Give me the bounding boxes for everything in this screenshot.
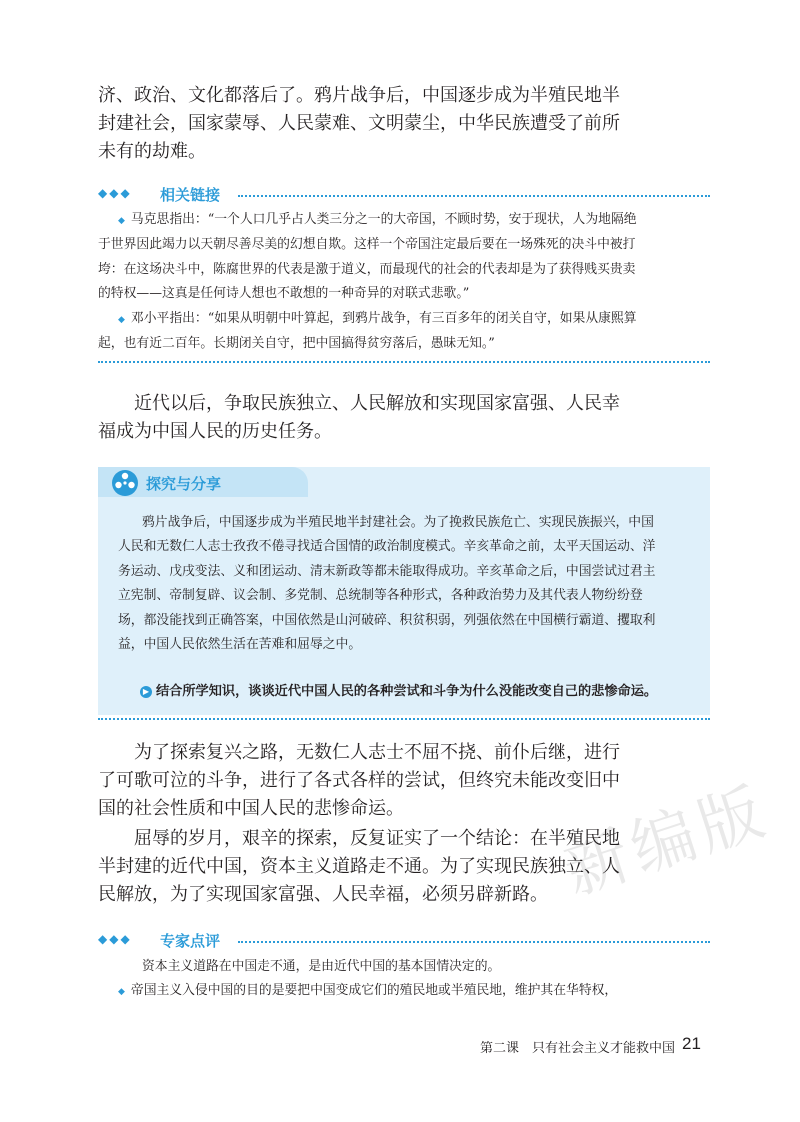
text-line: 鸦片战争后，中国逐步成为半殖民地半封建社会。为了挽救民族危亡、实现民族振兴，中国 <box>142 515 654 530</box>
paragraph-conclusion <box>98 825 620 909</box>
text-line: 为了探索复兴之路，无数仁人志士不屈不挠、前仆后继，进行 <box>134 742 620 763</box>
text-line: 福成为中国人民的历史任务。 <box>98 421 332 442</box>
chapter-footer: 第二课 只有社会主义才能救中国 <box>480 1041 676 1056</box>
paragraph-exploration <box>98 739 620 823</box>
bullet-icon: ◆ <box>118 216 125 226</box>
bullet-icon: ◆ <box>118 314 125 325</box>
intro-paragraph <box>98 82 620 166</box>
text-line: 垮：在这场决斗中，陈腐世界的代表是激于道义，而最现代的社会的代表却是为了获得贱买贵卖 <box>98 261 636 277</box>
text-line: 未有的劫难。 <box>98 141 206 162</box>
bullet-icon: ◆ <box>118 987 125 998</box>
text-line: 近代以后，争取民族独立、人民解放和实现国家富强、人民幸 <box>134 393 620 414</box>
text-line: ◆ 邓小平指出：“如果从明朝中叶算起，到鸦片战争，有三百多年的闭关自守，如果从康熙算 <box>118 310 637 326</box>
inquiry-question <box>140 680 657 699</box>
text-line: 于世界因此竭力以天朝尽善尽美的幻想自欺。这样一个帝国注定最后要在一场殊死的决斗中被打 <box>98 237 636 253</box>
related-links-title: 相关链接 <box>160 186 221 204</box>
diamond-marker-icon: ◆◆◆ <box>98 932 132 946</box>
text-line: 起，也有近二百年。长期闭关自守，把中国搞得贫穷落后，愚昧无知。” <box>98 336 495 352</box>
text-line: ◆ 马克思指出：“一个人口几乎占人类三分之一的大帝国，不顾时势，安于现状，人为地隔绝 <box>118 212 637 227</box>
text-line: 济、政治、文化都落后了。鸦片战争后，中国逐步成为半殖民地半 <box>98 85 620 106</box>
watermark: 新编版 <box>555 774 779 910</box>
text-line: 了可歌可泣的斗争，进行了各式各样的尝试，但终究未能改变旧中 <box>98 770 620 791</box>
diamond-marker-icon: ◆◆◆ <box>98 186 132 200</box>
text-line: 半封建的近代中国，资本主义道路走不通。为了实现民族独立、人 <box>98 856 620 877</box>
section-divider <box>98 361 710 363</box>
text-line: 资本主义道路在中国走不通，是由近代中国的基本国情决定的。 <box>142 959 501 974</box>
paragraph-historical-task <box>98 390 620 446</box>
dotted-divider <box>238 941 710 943</box>
inquiry-body <box>118 511 713 657</box>
text-line: ◆ 帝国主义入侵中国的目的是要把中国变成它们的殖民地或半殖民地，维护其在华特权， <box>118 983 618 999</box>
related-links-body <box>98 208 713 356</box>
text-line: 国的社会性质和中国人民的悲惨命运。 <box>98 798 404 819</box>
text-line: 益，中国人民依然生活在苦难和屈辱之中。 <box>118 637 362 653</box>
expert-comment-title: 专家点评 <box>160 932 221 950</box>
related-links-header <box>98 184 710 206</box>
section-divider <box>98 718 710 720</box>
question-text: 结合所学知识，谈谈近代中国人民的各种尝试和斗争为什么没能改变自己的悲惨命运。 <box>156 684 658 699</box>
text-line: 务运动、戊戌变法、义和团运动、清末新政等都未能取得成功。辛亥革命之后，中国尝试过君主 <box>118 563 656 579</box>
text-line: 屈辱的岁月，艰辛的探索，反复证实了一个结论：在半殖民地 <box>134 828 620 849</box>
film-reel-icon <box>110 468 140 498</box>
expert-comment-body <box>118 955 713 1005</box>
text-line: 立宪制、帝制复辟、议会制、多党制、总统制等各种形式，各种政治势力及其代表人物纷纷登 <box>118 588 643 604</box>
expert-comment-header <box>98 930 710 952</box>
inquiry-title: 探究与分享 <box>146 475 222 493</box>
text-line: 民解放，为了实现国家富强、人民幸福，必须另辟新路。 <box>98 884 548 905</box>
text-line: 封建社会，国家蒙辱、人民蒙难、文明蒙尘，中华民族遭受了前所 <box>98 113 620 134</box>
dotted-divider <box>238 195 710 197</box>
page-number: 21 <box>682 1034 701 1053</box>
play-arrow-icon: ▶ <box>140 686 152 698</box>
text-line: 场，都没能找到正确答案，中国依然是山河破碎、积贫积弱，列强依然在中国横行霸道、攫取利 <box>118 612 656 628</box>
text-line: 的特权——这真是任何诗人想也不敢想的一种奇异的对联式悲歌。” <box>98 286 470 302</box>
text-line: 人民和无数仁人志士孜孜不倦寻找适合国情的政治制度模式。辛亥革命之前，太平天国运动、洋 <box>118 539 656 555</box>
